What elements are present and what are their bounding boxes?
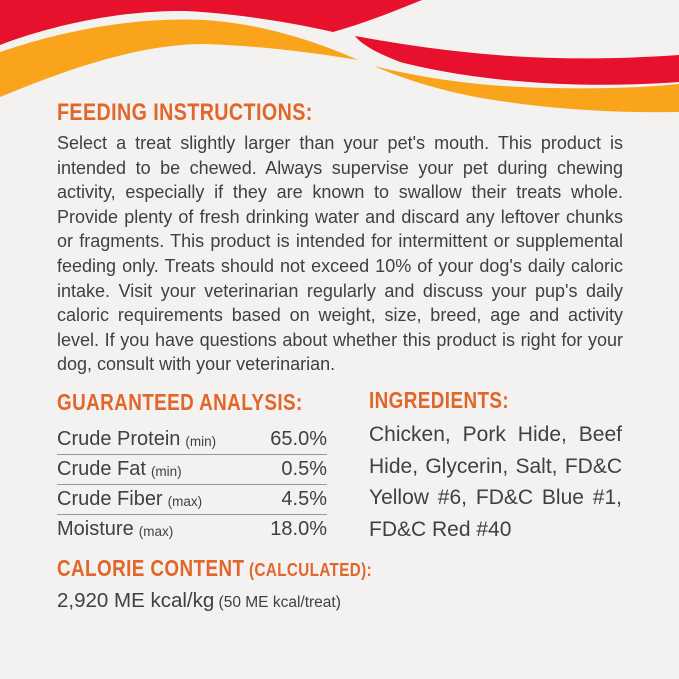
table-row (57, 424, 327, 454)
nutrient-qualifier: (min) (185, 433, 217, 449)
calorie-value-suffix: (50 ME kcal/treat) (214, 594, 341, 611)
nutrient-label: Crude Fiber (57, 488, 163, 510)
ingredients-text: Chicken, Pork Hide, Beef Hide, Glycerin, Salt, FD&C Yellow #6, FD&C Blue #1, FD&C Red #40 (369, 423, 622, 541)
calorie-value-main: 2,920 ME kcal/kg (57, 589, 215, 612)
nutrient-value: 18.0% (270, 518, 327, 540)
calorie-content-title (57, 557, 441, 580)
nutrient-qualifier: (min) (150, 464, 182, 479)
table-row (57, 454, 327, 484)
nutrient-label: Crude Protein (57, 427, 181, 450)
nutrient-value: 0.5% (281, 458, 327, 480)
nutrient-label: Moisture (57, 518, 134, 540)
calorie-content-value (57, 589, 341, 613)
feeding-instructions-title: FEEDING INSTRUCTIONS: (57, 99, 313, 126)
nutrient-value: 4.5% (281, 488, 327, 510)
nutrient-value: 65.0% (270, 427, 327, 450)
nutrient-label: Crude Fat (57, 458, 146, 480)
nutrient-qualifier: (max) (167, 494, 203, 509)
calorie-title-suffix: (CALCULATED): (244, 559, 373, 580)
nutrient-qualifier: (max) (138, 524, 174, 539)
guaranteed-analysis-title: GUARANTEED ANALYSIS: (57, 389, 303, 415)
orange-wave-left-ribbon (0, 20, 358, 97)
ingredients-title: INGREDIENTS: (369, 387, 510, 413)
table-row (57, 514, 327, 544)
calorie-title-main: CALORIE CONTENT (57, 555, 245, 581)
table-row (57, 484, 327, 514)
guaranteed-analysis-table (57, 424, 327, 544)
feeding-instructions-text: Select a treat slightly larger than your pet's mouth. This product is intended to be chewed. Always supervise your pet during chewing activity, especially if they are known to swallow their treats whole. Provide plenty of fresh drinking water and discard any leftover chunks or fragments. This product is intended for intermittent or supplemental feeding only. Treats should not exceed 10% of your dog's daily caloric intake. Visit your veterinarian regularly and discuss your pup's daily caloric requirements based on weight, size, breed, age and activity level. If you have questions about whether this product is right for your dog, consult with your veterinarian. (57, 133, 623, 375)
